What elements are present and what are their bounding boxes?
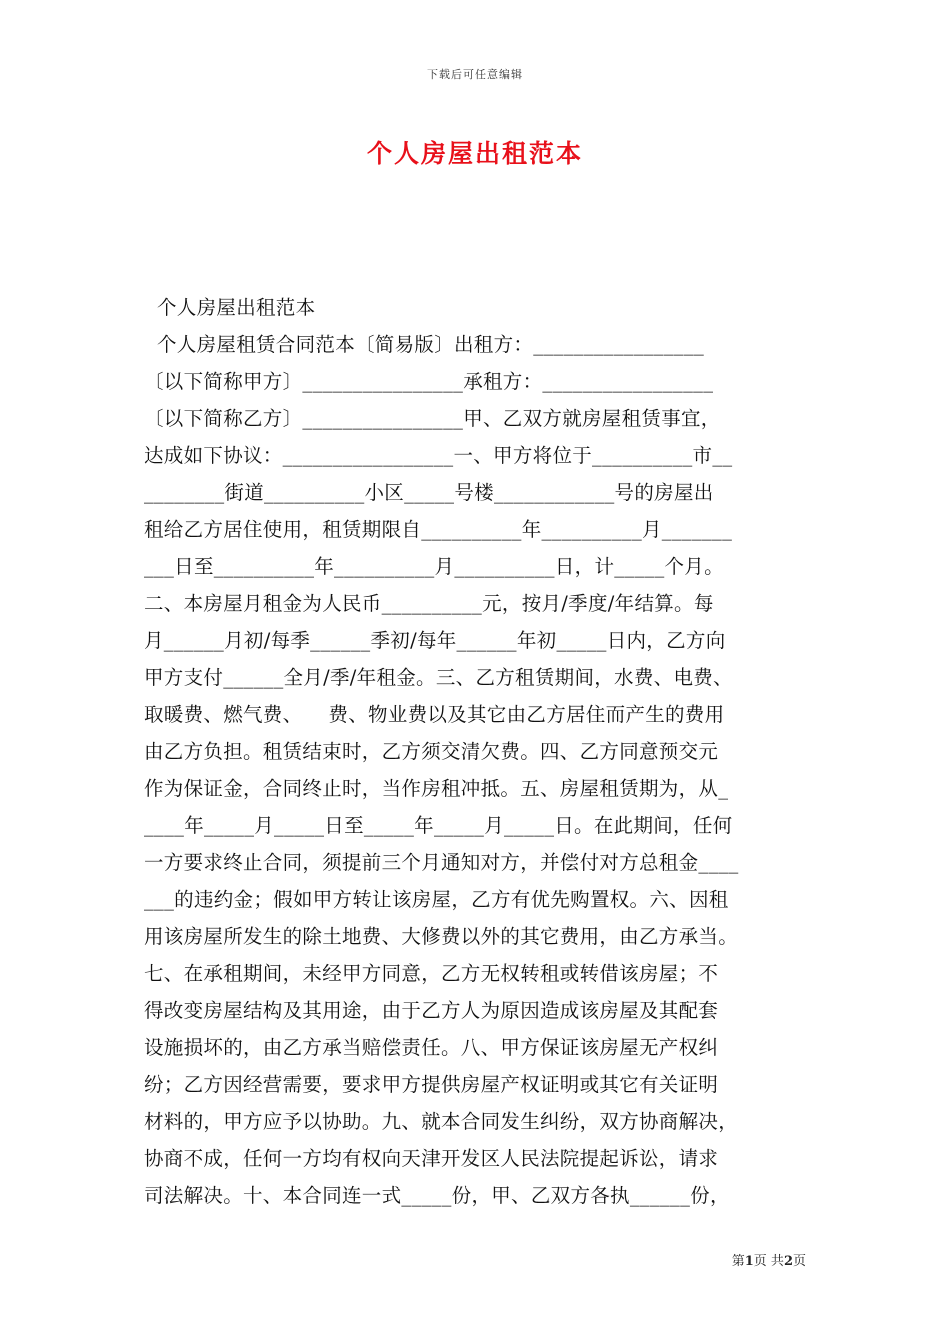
footer-suffix: 页 [792, 1254, 806, 1269]
footer-prefix: 第 [731, 1254, 745, 1269]
body-line: ___的违约金；假如甲方转让该房屋，乙方有优先购置权。六、因租 [144, 888, 729, 911]
body-line: 作为保证金，合同终止时，当作房租冲抵。五、房屋租赁期为，从_ [144, 777, 729, 800]
body-line: 得改变房屋结构及其用途，由于乙方人为原因造成该房屋及其配套 [144, 999, 719, 1022]
body-line: 取暖费、燃气费、 费、物业费以及其它由乙方居住而产生的费用 [144, 703, 725, 726]
document-title: 个人房屋出租范本 [366, 139, 583, 168]
body-line: 设施损坏的，由乙方承当赔偿责任。八、甲方保证该房屋无产权纠 [144, 1036, 719, 1059]
body-line: 达成如下协议：_________________一、甲方将位于__________市__ [144, 444, 733, 467]
footer-total-pages: 2 [783, 1254, 793, 1269]
body-line: 一方要求终止合同，须提前三个月通知对方，并偿付对方总租金____ [144, 851, 739, 874]
body-line: 个人房屋租赁合同范本〔简易版〕出租方：_________________ [144, 333, 705, 356]
body-line: 纷；乙方因经营需要，要求甲方提供房屋产权证明或其它有关证明 [144, 1073, 719, 1096]
body-line: 用该房屋所发生的除土地费、大修费以外的其它费用，由乙方承当。 [144, 925, 739, 948]
body-line: 〔以下简称甲方〕________________承租方：_________________ [144, 370, 714, 393]
body-line: 七、在承租期间，未经甲方同意，乙方无权转租或转借该房屋；不 [144, 962, 719, 985]
body-line: 材料的，甲方应予以协助。九、就本合同发生纠纷，双方协商解决， [144, 1110, 739, 1133]
body-line: 甲方支付______全月/季/年租金。三、乙方租赁期间，水费、电费、 [144, 666, 733, 689]
body-line: ___日至__________年__________月__________日，计_____个月。 [144, 555, 724, 578]
body-line: 月______月初/每季______季初/每年______年初_____日内，乙方向 [144, 629, 726, 652]
body-line: 二、本房屋月租金为人民币__________元，按月/季度/年结算。每 [144, 592, 714, 615]
footer-middle: 页 共 [753, 1254, 784, 1269]
body-line: ________街道__________小区_____号楼____________号的房屋出 [144, 481, 714, 504]
page-footer [0, 1250, 806, 1269]
body-line: 个人房屋出租范本 [144, 296, 316, 319]
body-line: 租给乙方居住使用，租赁期限自__________年__________月_______ [144, 518, 733, 541]
body-line: 协商不成，任何一方均有权向天津开发区人民法院提起诉讼，请求 [144, 1147, 719, 1170]
body-line: 由乙方负担。租赁结束时，乙方须交清欠费。四、乙方同意预交元 [144, 740, 719, 763]
body-line: 〔以下简称乙方〕________________甲、乙双方就房屋租赁事宜， [144, 407, 721, 430]
body-line: ____年_____月_____日至_____年_____月_____日。在此期间，任何 [144, 814, 733, 837]
page-header-note: 下载后可任意编辑 [427, 68, 523, 81]
body-line: 司法解决。十、本合同连一式_____份，甲、乙双方各执______份， [144, 1184, 730, 1207]
document-body [144, 289, 814, 1214]
footer-current-page: 1 [744, 1254, 754, 1269]
